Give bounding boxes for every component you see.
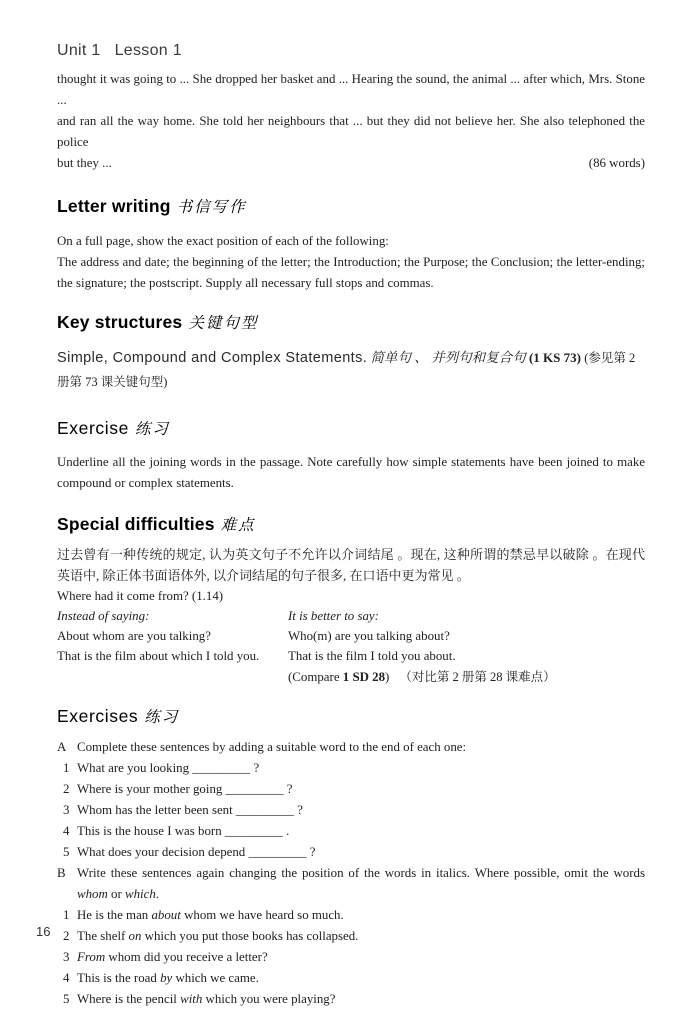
passage-line-1: thought it was going to ... She dropped her basket and ... Hearing the sound, the animal ... after which, Mrs. Stone ... bbox=[57, 72, 645, 107]
special-difficulties-note: 过去曾有一种传统的规定, 认为英文句子不允许以介词结尾 。现在, 这种所谓的禁忌早以破除 。在现代英语中, 除正体书面语体外, 以介词结尾的句子很多, 在口语中更为常见 。 bbox=[57, 546, 645, 583]
exercise-heading-en: Exercise bbox=[57, 417, 129, 438]
passage-tail-text: but they ... bbox=[57, 156, 112, 170]
item-number: 1 bbox=[63, 907, 70, 922]
exercise-a-item-3 bbox=[63, 800, 645, 821]
compare-suffix: ) bbox=[385, 669, 390, 684]
lesson-label: Lesson 1 bbox=[114, 42, 182, 59]
letter-writing-body: The address and date; the beginning of the letter; the Introduction; the Purpose; the Conclusion; the letter-ending; the signature; the postscript. Supply all necessary full stops and commas. bbox=[57, 254, 645, 290]
item-number: 2 bbox=[63, 928, 70, 943]
exercises-heading bbox=[57, 705, 645, 727]
item-number: 4 bbox=[63, 970, 70, 985]
item-text: Where is the pencil with which you were playing? bbox=[77, 991, 336, 1006]
comparison-right-header: It is better to say: bbox=[288, 609, 379, 623]
special-difficulties-heading bbox=[57, 513, 645, 535]
comparison-row1-right: Who(m) are you talking about? bbox=[288, 629, 450, 644]
exercises-section-b bbox=[57, 863, 645, 905]
key-statement-ref: (1 KS 73) bbox=[528, 349, 581, 365]
key-structures-heading bbox=[57, 311, 645, 333]
item-text: He is the man about whom we have heard so much. bbox=[77, 907, 344, 922]
special-difficulties-heading-en: Special difficulties bbox=[57, 513, 215, 534]
item-text: Whom has the letter been sent _________ ? bbox=[77, 802, 303, 817]
letter-writing-heading-zh: 书信写作 bbox=[176, 199, 247, 216]
comparison-compare-spacer bbox=[57, 667, 288, 687]
summary-passage bbox=[57, 69, 645, 174]
item-text: The shelf on which you put those books has collapsed. bbox=[77, 928, 359, 943]
word-count: (86 words) bbox=[588, 156, 645, 170]
section-a-label: A bbox=[57, 739, 67, 754]
item-number: 5 bbox=[63, 844, 70, 859]
exercise-a-item-2 bbox=[63, 779, 645, 800]
exercise-b-item-1 bbox=[63, 905, 645, 926]
comparison-left-header: Instead of saying: bbox=[57, 609, 150, 623]
key-statement-en: Simple, Compound and Complex Statements. bbox=[57, 349, 368, 366]
exercise-b-item-2 bbox=[63, 926, 645, 947]
letter-writing-heading bbox=[57, 195, 645, 217]
letter-writing-heading-en: Letter writing bbox=[57, 196, 171, 216]
exercise-a-item-5 bbox=[63, 842, 645, 863]
section-a-instruction: Complete these sentences by adding a suitable word to the end of each one: bbox=[77, 739, 467, 754]
comparison-compare-line bbox=[288, 667, 645, 687]
exercise-a-item-1 bbox=[63, 758, 645, 779]
key-structures-statement bbox=[57, 346, 645, 394]
item-text: What does your decision depend _________ ? bbox=[77, 844, 316, 859]
compare-ref: 1 SD 28 bbox=[342, 669, 386, 684]
section-b-label: B bbox=[57, 865, 66, 880]
item-number: 4 bbox=[63, 823, 70, 838]
exercise-body: Underline all the joining words in the passage. Note carefully how simple statements have been joined to make compound or complex statements. bbox=[57, 454, 645, 490]
exercises-heading-en: Exercises bbox=[57, 705, 139, 726]
passage-line-2: and ran all the way home. She told her neighbours that ... but they did not believe her. She also telephoned the police bbox=[57, 114, 645, 149]
item-number: 3 bbox=[63, 802, 70, 817]
comparison-row1-left: About whom are you talking? bbox=[57, 629, 211, 644]
item-text: From whom did you receive a letter? bbox=[77, 949, 268, 964]
special-difficulties-heading-zh: 难点 bbox=[220, 516, 256, 534]
exercises-heading-zh: 练习 bbox=[144, 708, 180, 726]
item-text: Where is your mother going _________ ? bbox=[77, 781, 293, 796]
comparison-row2-right: That is the film I told you about. bbox=[288, 649, 456, 664]
unit-lesson-header bbox=[57, 42, 645, 60]
compare-zh: （对比第 2 册第 28 课难点） bbox=[399, 669, 556, 684]
exercise-heading-zh: 练习 bbox=[134, 420, 170, 438]
exercise-b-item-4 bbox=[63, 968, 645, 989]
exercise-b-item-5 bbox=[63, 989, 645, 1010]
item-number: 5 bbox=[63, 991, 70, 1006]
compare-prefix: (Compare bbox=[288, 669, 343, 684]
letter-writing-intro: On a full page, show the exact position of each of the following: bbox=[57, 234, 389, 248]
item-text: What are you looking _________ ? bbox=[77, 760, 260, 775]
item-number: 2 bbox=[63, 781, 70, 796]
section-b-instruction: Write these sentences again changing the position of the words in italics. Where possible, omit the words whom or which. bbox=[77, 865, 645, 901]
exercise-b-item-3 bbox=[63, 947, 645, 968]
item-text: This is the road by which we came. bbox=[77, 970, 259, 985]
item-number: 3 bbox=[63, 949, 70, 964]
special-difficulties-example: Where had it come from? (1.14) bbox=[57, 588, 224, 603]
exercises-section-a bbox=[57, 737, 645, 758]
exercise-a-item-4 bbox=[63, 821, 645, 842]
passage-line-3 bbox=[57, 153, 645, 174]
exercise-heading bbox=[57, 417, 645, 439]
key-statement-ref-zh: (参见第 2 册第 73 课关键句型) bbox=[57, 350, 636, 389]
key-structures-heading-zh: 关键句型 bbox=[188, 314, 259, 332]
key-structures-heading-en: Key structures bbox=[57, 311, 183, 332]
item-number: 1 bbox=[63, 760, 70, 775]
page-number: 16 bbox=[36, 924, 51, 939]
item-text: This is the house I was born _________ . bbox=[77, 823, 290, 838]
unit-label: Unit 1 bbox=[57, 42, 101, 59]
comparison-table bbox=[57, 606, 645, 687]
comparison-row2-left: That is the film about which I told you. bbox=[57, 649, 260, 664]
key-statement-zh: 简单句 、 并列句和复合句 bbox=[370, 349, 526, 365]
